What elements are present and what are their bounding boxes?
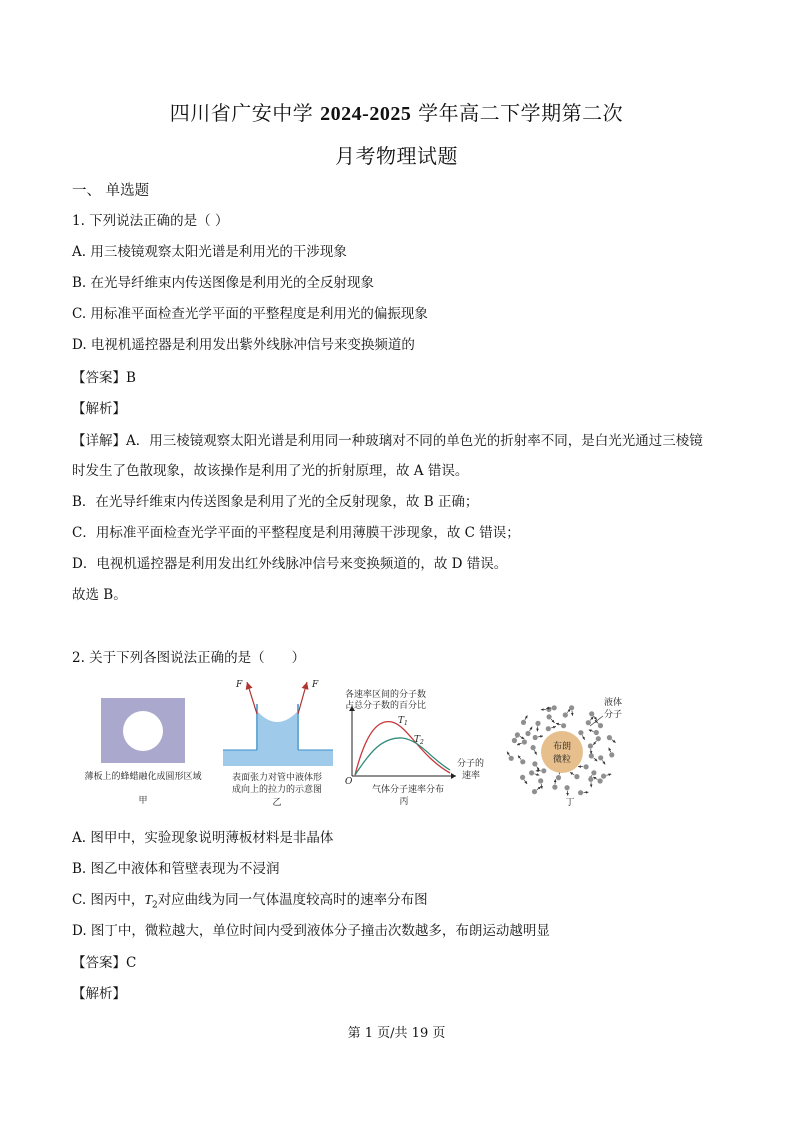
molecule-motion-arrow [591,749,592,754]
melted-wax-circle [123,711,163,751]
figure-yi-label: 乙 [272,798,282,808]
liquid-molecule [563,712,568,717]
q2-answer: 【答案】C [72,955,137,971]
liquid-molecule [578,730,583,735]
molecule-motion-arrow [537,766,540,770]
molecule-motion-arrow [530,727,533,731]
q1-option-c: C. 用标准平面检查光学平面的平整程度是利用光的偏振现象 [72,306,428,322]
molecule-motion-arrow [517,743,522,745]
liquid-molecule [512,738,517,743]
figure-ding [507,696,622,808]
origin-label: O [345,777,353,787]
figure-yi-caption-1: 表面张力对管中液体形 [231,773,323,783]
molecule-motion-arrow [593,777,597,780]
liquid-molecule [556,775,561,780]
molecule-motion-arrow [607,774,612,775]
liquid-molecule [532,761,537,766]
liquid-molecule [589,753,594,758]
section-heading: 一、 单选题 [72,183,150,199]
molecule-motion-arrow [551,727,556,728]
liquid-molecule [584,764,589,769]
liquid-molecule [520,775,525,780]
molecule-motion-arrow [589,730,594,732]
figure-ding-label: 丁 [565,798,575,808]
q2-figures [0,672,793,812]
molecule-motion-arrow [594,716,597,720]
liquid-molecule [541,768,546,773]
figure-jia-caption: 薄板上的蜂蜡融化成圆形区域 [84,772,202,782]
molecule-motion-arrow [602,760,605,764]
q1-analysis-heading: 【解析】 [72,401,126,417]
liquid-molecule [538,778,543,783]
x-axis-label-2: 速率 [462,771,481,781]
y-axis-label-2: 占总分子数的百分比 [345,701,427,711]
q2-stem: 2. 关于下列各图说法正确的是（ ） [72,650,306,666]
figure-jia-label: 甲 [138,796,148,806]
molecule-motion-arrow [593,741,596,745]
liquid-molecule [525,731,530,736]
q1-option-b: B. 在光导纤维束内传送图像是利用光的全反射现象 [72,275,375,291]
liquid-molecule [547,714,552,719]
figure-jia [84,698,201,806]
molecule-motion-arrow [582,735,584,739]
document-title-line1 [0,97,793,126]
liquid-molecule [531,745,536,750]
q2-option-b: B. 图乙中液体和管壁表现为不浸润 [72,861,280,877]
liquid-molecule [574,774,579,779]
q1-option-d: D. 电视机遥控器是利用发出紫外线脉冲信号来变换频道的 [72,337,415,353]
liquid-molecule [601,774,606,779]
q1-detail-line: 故选 B。 [72,587,127,603]
liquid-molecule [596,736,601,741]
liquid-basin [223,750,333,766]
tension-force-arrow-left [247,682,257,714]
tension-force-arrow-right [298,682,307,714]
curve-t1 [355,722,450,775]
title-year: 2024-2025 [320,103,412,125]
particle-label-1: 布朗 [552,742,572,752]
q2-option-a: A. 图甲中，实验现象说明薄板材料是非晶体 [72,830,334,846]
liquid-molecule [565,785,570,790]
y-axis-label-1: 各速率区间的分子数 [345,690,427,700]
figure-bing-label: 丙 [399,797,409,807]
molecule-motion-arrow [534,750,536,755]
x-axis-label-1: 分子的 [457,759,485,769]
liquid-molecule [509,756,514,761]
liquid-molecule [569,705,574,710]
liquid-molecule [586,720,591,725]
liquid-molecule [578,790,583,795]
liquid-molecule [598,755,603,760]
liquid-molecule [552,705,557,710]
liquid-molecule [588,743,593,748]
tube-liquid-column [258,712,297,752]
q1-detail-line: 【详解】A．用三棱镜观察太阳光谱是利用同一种玻璃对不同的单色光的折射率不同，是白光光通过三棱镜 [72,433,703,449]
force-label-right: F [312,680,319,690]
figure-bing-caption: 气体分子速率分布 [371,785,445,795]
liquid-molecule [529,770,534,775]
q1-detail-line: C．用标准平面检查光学平面的平整程度是利用薄膜干涉现象，故 C 错误； [72,525,520,541]
liquid-molecule [520,759,525,764]
liquid-molecule [522,739,527,744]
document-title-line2: 月考物理试题 [335,144,458,168]
liquid-molecule [515,732,520,737]
liquid-molecule [533,735,538,740]
molecule-motion-arrow [567,791,568,796]
curve-t2-label: $T_2$ [414,735,424,746]
molecule-motion-arrow [556,723,561,725]
q2-analysis-heading: 【解析】 [72,986,126,1002]
q1-answer: 【答案】B [72,370,136,386]
molecule-motion-arrow [535,774,540,776]
molecule-motion-arrow [525,715,528,719]
liquid-molecule [588,777,593,782]
liquid-molecule [607,735,612,740]
molecule-motion-arrow [570,772,574,775]
q2-option-d: D. 图丁中，微粒越大，单位时间内受到液体分子撞击次数越多，布朗运动越明显 [72,923,550,939]
molecule-motion-arrow [572,711,573,716]
molecule-motion-arrow [518,755,521,759]
molecule-motion-arrow [551,719,554,723]
force-label-left: F [236,680,243,690]
liquid-molecule [561,723,566,728]
liquid-molecule [589,711,594,716]
molecule-motion-arrow [524,780,527,784]
q1-detail-line: D．电视机遥控器是利用发出红外线脉冲信号来变换频道的，故 D 错误。 [72,556,508,572]
molecule-motion-arrow [612,740,616,743]
figure-yi-caption-2: 成向上的拉力的示意图 [231,785,323,795]
liquid-molecule [591,770,596,775]
molecule-motion-arrow [538,736,543,737]
liquid-label-2: 分子 [604,710,623,720]
title-text-post: 学年高二下学期第二次 [411,101,624,125]
q2-option-c: C. 图丙中，$T_2$对应曲线为同一气体温度较高时的速率分布图 [72,892,428,911]
molecule-motion-arrow [594,758,598,761]
q1-detail-line: 时发生了色散现象，故该操作是利用了光的折射原理，故 A 错误。 [72,463,469,479]
molecule-motion-arrow [537,787,541,790]
curve-t2 [355,738,450,775]
liquid-molecule [535,721,540,726]
liquid-molecule [521,720,526,725]
q1-detail-line: B．在光导纤维束内传送图象是利用了光的全反射现象，故 B 正确； [72,494,479,510]
q1-stem: 1. 下列说法正确的是（ ） [72,213,229,229]
liquid-molecule [546,726,551,731]
molecule-motion-arrow [541,784,542,789]
page-footer: 第 1 页/共 19 页 [347,1026,446,1041]
molecule-motion-arrow [507,752,510,756]
liquid-molecule [609,752,614,757]
title-text-pre: 四川省广安中学 [169,101,321,125]
liquid-molecule [546,707,551,712]
molecule-motion-arrow [609,748,611,753]
liquid-molecule [594,730,599,735]
molecule-motion-arrow [590,717,593,721]
q1-option-a: A. 用三棱镜观察太阳光谱是利用光的干涉现象 [72,244,347,260]
liquid-molecule [552,785,557,790]
liquid-label-1: 液体 [604,698,623,708]
figure-yi [223,680,333,808]
brownian-particle [541,731,583,773]
figure-bing [345,688,484,807]
curve-t1-label: $T_1$ [398,716,408,727]
particle-label-2: 微粒 [552,755,572,765]
liquid-molecule [532,789,537,794]
molecule-motion-arrow [520,736,524,739]
liquid-molecule [598,778,603,783]
liquid-molecule [598,723,603,728]
